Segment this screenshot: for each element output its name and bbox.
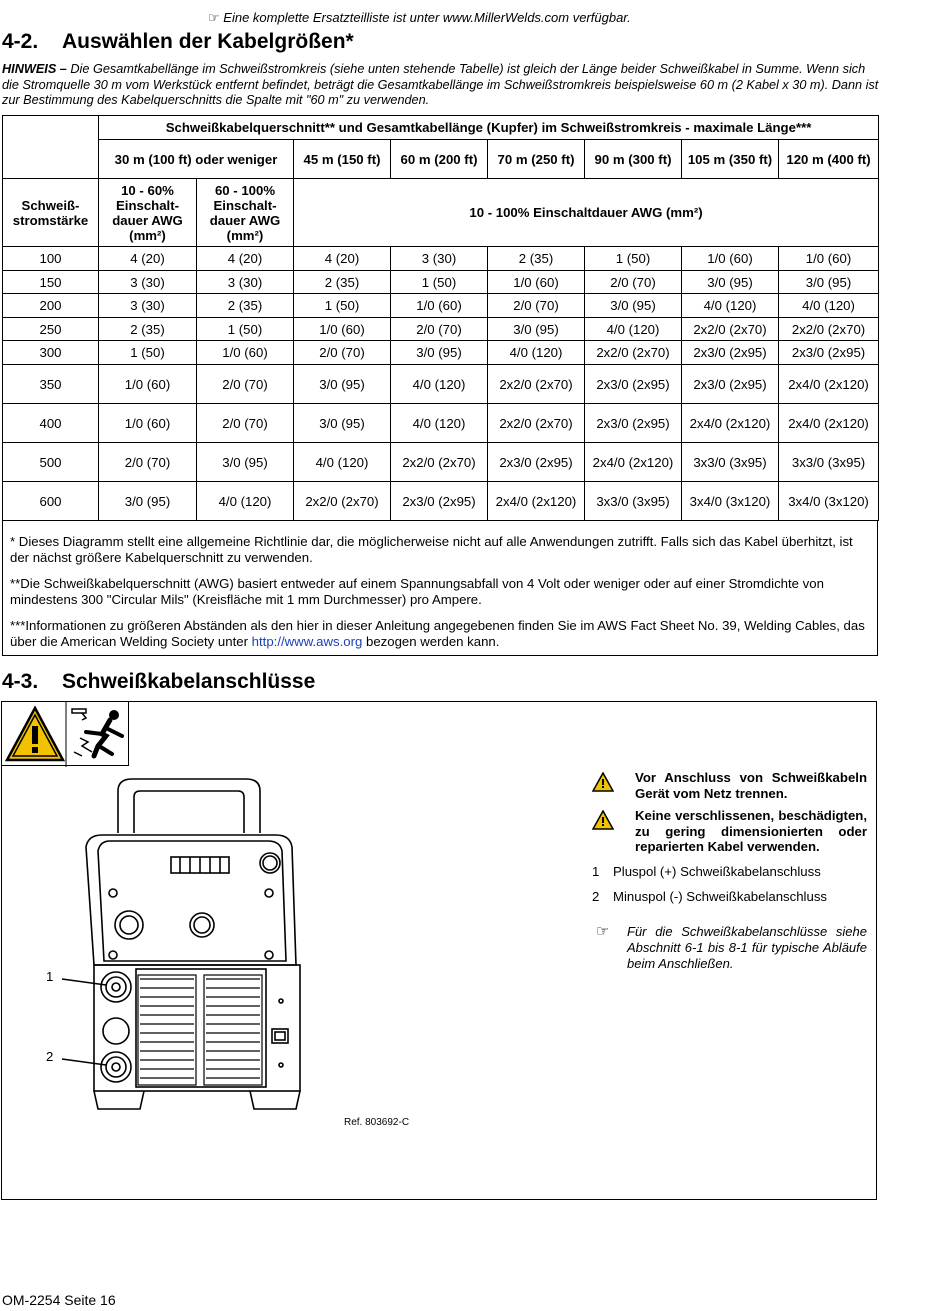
cable-size-cell: 3 (30) xyxy=(391,247,488,271)
cable-size-cell: 1/0 (60) xyxy=(779,247,879,271)
cable-size-cell: 4/0 (120) xyxy=(391,365,488,404)
cable-size-cell: 2x3/0 (2x95) xyxy=(391,482,488,521)
current-cell: 500 xyxy=(3,443,99,482)
current-cell: 600 xyxy=(3,482,99,521)
warning-disconnect: Vor Anschluss von Schweißkabeln Gerät vom Netz trennen. xyxy=(635,770,867,801)
length-header: 30 m (100 ft) oder weniger xyxy=(99,140,294,179)
cable-size-cell: 4 (20) xyxy=(99,247,197,271)
cable-size-cell: 4/0 (120) xyxy=(585,318,682,341)
cable-size-cell: 2x4/0 (2x120) xyxy=(779,404,879,443)
table-row xyxy=(3,341,879,365)
hinweis-text: Die Gesamtkabellänge im Schweißstromkreis (siehe unten stehende Tabelle) ist gleich der Länge beider Schweißkabel in Summe. Wenn sich die Stromquelle 30 m vom Werkstück entfernt befindet, beträgt die Gesamtkabellänge im Schweißstromkreis beispielsweise 60 m (2 Kabel x 30 m). Dann ist zur Bestimmung des Kabelquerschnitts die Spalte mit "60 m" zu verwenden. xyxy=(2,62,879,107)
cable-size-cell: 3/0 (95) xyxy=(585,294,682,318)
cable-size-cell: 1/0 (60) xyxy=(197,341,294,365)
cable-size-cell: 2 (35) xyxy=(197,294,294,318)
current-cell: 100 xyxy=(3,247,99,271)
pointing-hand-icon: ☞ xyxy=(208,11,220,26)
cable-size-cell: 3/0 (95) xyxy=(779,271,879,294)
cable-size-cell: 4/0 (120) xyxy=(682,294,779,318)
current-cell: 150 xyxy=(3,271,99,294)
legend-number: 2 xyxy=(592,889,600,904)
cable-size-cell: 3x3/0 (3x95) xyxy=(682,443,779,482)
cable-size-cell: 1 (50) xyxy=(585,247,682,271)
callout-label: 2 xyxy=(46,1049,54,1064)
cable-size-cell: 3 (30) xyxy=(99,271,197,294)
duty-cycle-header: 60 - 100% Einschalt-dauer AWG (mm²) xyxy=(197,179,294,247)
cable-size-table xyxy=(2,115,879,521)
cable-size-cell: 2 (35) xyxy=(99,318,197,341)
legend-text: Pluspol (+) Schweißkabelanschluss xyxy=(613,864,821,879)
footnote-1: * Dieses Diagramm stellt eine allgemeine Richtlinie dar, die möglicherweise nicht auf alle Anwendungen zutrifft. Falls sich das Kabel überhitzt, ist der nächst größere Kabelquerschnitt zu verwenden. xyxy=(10,534,853,565)
cable-size-cell: 2/0 (70) xyxy=(294,341,391,365)
cable-size-cell: 2/0 (70) xyxy=(488,294,585,318)
cable-size-cell: 2x3/0 (2x95) xyxy=(682,365,779,404)
aws-link[interactable]: http://www.aws.org xyxy=(251,633,363,649)
cable-size-cell: 3/0 (95) xyxy=(391,341,488,365)
table-body xyxy=(3,247,879,521)
cable-size-cell: 4/0 (120) xyxy=(779,294,879,318)
cable-size-cell: 1/0 (60) xyxy=(99,404,197,443)
cable-size-cell: 3x4/0 (3x120) xyxy=(682,482,779,521)
legend-number: 1 xyxy=(592,864,600,879)
cable-size-cell: 3x4/0 (3x120) xyxy=(779,482,879,521)
cable-size-cell: 3x3/0 (3x95) xyxy=(779,443,879,482)
cable-size-cell: 2x2/0 (2x70) xyxy=(585,341,682,365)
current-cell: 400 xyxy=(3,404,99,443)
current-cell: 200 xyxy=(3,294,99,318)
cable-size-cell: 4 (20) xyxy=(294,247,391,271)
cable-size-cell: 2x4/0 (2x120) xyxy=(779,365,879,404)
table-main-header: Schweißkabelquerschnitt** und Gesamtkabellänge (Kupfer) im Schweißstromkreis - maximale Länge*** xyxy=(99,116,879,140)
legend-item xyxy=(592,864,821,879)
callout-label: 1 xyxy=(46,969,54,984)
table-row xyxy=(3,294,879,318)
table-row xyxy=(3,365,879,404)
cable-size-cell: 2x3/0 (2x95) xyxy=(779,341,879,365)
warning-cables: Keine verschlissenen, beschädigten, zu gering dimensionierten oder reparierten Kabel verwenden. xyxy=(635,808,867,854)
cable-size-cell: 2x4/0 (2x120) xyxy=(488,482,585,521)
current-cell: 350 xyxy=(3,365,99,404)
parts-list-note-text: Eine komplette Ersatzteilliste ist unter www.MillerWelds.com verfügbar. xyxy=(223,10,631,25)
cable-size-cell: 2x2/0 (2x70) xyxy=(682,318,779,341)
current-header: Schweiß-stromstärke xyxy=(3,179,99,247)
length-header: 105 m (350 ft) xyxy=(682,140,779,179)
cable-size-cell: 1/0 (60) xyxy=(391,294,488,318)
electric-shock-icon xyxy=(72,709,122,756)
length-header: 120 m (400 ft) xyxy=(779,140,879,179)
cable-size-cell: 2/0 (70) xyxy=(197,404,294,443)
table-row xyxy=(3,271,879,294)
section-title-text: Schweißkabelanschlüsse xyxy=(62,670,316,693)
section-number: 4-3. xyxy=(2,670,39,693)
footnote-3-end: bezogen werden kann. xyxy=(362,633,500,649)
cable-size-cell: 2/0 (70) xyxy=(99,443,197,482)
section-number: 4-2. xyxy=(2,30,39,53)
figure-note: Für die Schweißkabelanschlüsse siehe Abschnitt 6-1 bis 8-1 für typische Abläufe beim Anschließen. xyxy=(627,924,867,971)
warning-triangle-icon xyxy=(592,772,614,792)
cable-size-cell: 2/0 (70) xyxy=(391,318,488,341)
cable-size-cell: 2x3/0 (2x95) xyxy=(585,404,682,443)
cable-size-cell: 2x2/0 (2x70) xyxy=(294,482,391,521)
current-cell: 250 xyxy=(3,318,99,341)
page-footer: OM-2254 Seite 16 xyxy=(2,1292,116,1308)
cable-size-cell: 1 (50) xyxy=(294,294,391,318)
cable-size-cell: 2x2/0 (2x70) xyxy=(488,404,585,443)
reference-number: Ref. 803692-C xyxy=(344,1117,410,1128)
cable-size-cell: 1 (50) xyxy=(99,341,197,365)
table-row xyxy=(3,482,879,521)
footnote-3 xyxy=(10,618,869,649)
cable-size-cell: 2x3/0 (2x95) xyxy=(488,443,585,482)
table-footnotes xyxy=(2,520,878,656)
cable-size-cell: 2/0 (70) xyxy=(585,271,682,294)
hinweis-note xyxy=(2,62,880,109)
cable-size-cell: 3/0 (95) xyxy=(294,365,391,404)
cable-size-cell: 2x2/0 (2x70) xyxy=(488,365,585,404)
cable-size-cell: 2/0 (70) xyxy=(197,365,294,404)
cable-size-cell: 1/0 (60) xyxy=(99,365,197,404)
cable-size-cell: 4/0 (120) xyxy=(294,443,391,482)
cable-size-cell: 3/0 (95) xyxy=(294,404,391,443)
footnote-2: **Die Schweißkabelquerschnitt (AWG) basiert entweder auf einem Spannungsabfall von 4 Volt oder weniger oder auf einer Stromdichte von mindestens 300 "Circular Mils" (Kreisfläche mit 1 mm Durchmesser) pro Ampere. xyxy=(10,576,824,607)
current-cell: 300 xyxy=(3,341,99,365)
parts-list-note xyxy=(208,10,631,26)
section-title-text: Auswählen der Kabelgrößen* xyxy=(62,30,354,53)
section-4-3-title xyxy=(2,670,315,694)
pointing-hand-icon: ☞ xyxy=(596,922,610,940)
length-header: 70 m (250 ft) xyxy=(488,140,585,179)
footnote-3-text: ***Informationen zu größeren Abständen als den hier in dieser Anleitung angegebenen finden Sie im AWS Fact Sheet No. 39, Welding Cables, das über die American Welding Society unter xyxy=(10,618,865,649)
length-header: 45 m (150 ft) xyxy=(294,140,391,179)
length-header: 60 m (200 ft) xyxy=(391,140,488,179)
cable-size-cell: 3/0 (95) xyxy=(682,271,779,294)
cable-size-cell: 3 (30) xyxy=(99,294,197,318)
cable-size-cell: 1/0 (60) xyxy=(488,271,585,294)
cable-size-cell: 1/0 (60) xyxy=(294,318,391,341)
duty-cycle-header: 10 - 60% Einschalt-dauer AWG (mm²) xyxy=(99,179,197,247)
cable-size-cell: 3/0 (95) xyxy=(99,482,197,521)
warning-triangle-icon xyxy=(7,708,63,760)
warning-triangle-icon xyxy=(592,810,614,830)
legend-item xyxy=(592,889,827,904)
cable-size-cell: 2 (35) xyxy=(294,271,391,294)
cable-size-cell: 3 (30) xyxy=(197,271,294,294)
duty-cycle-header: 10 - 100% Einschaltdauer AWG (mm²) xyxy=(294,179,879,247)
cable-size-cell: 2x3/0 (2x95) xyxy=(682,341,779,365)
table-row xyxy=(3,318,879,341)
cable-size-cell: 3/0 (95) xyxy=(488,318,585,341)
cable-size-cell: 3/0 (95) xyxy=(197,443,294,482)
cable-size-cell: 2 (35) xyxy=(488,247,585,271)
cable-size-cell: 1 (50) xyxy=(197,318,294,341)
cable-size-cell: 2x2/0 (2x70) xyxy=(391,443,488,482)
cable-size-cell: 3x3/0 (3x95) xyxy=(585,482,682,521)
safety-icons xyxy=(1,701,129,766)
table-row xyxy=(3,247,879,271)
table-row xyxy=(3,443,879,482)
section-4-2-title xyxy=(2,30,354,54)
legend-text: Minuspol (-) Schweißkabelanschluss xyxy=(613,889,828,904)
cable-size-cell: 2x3/0 (2x95) xyxy=(585,365,682,404)
cable-size-cell: 4 (20) xyxy=(197,247,294,271)
cable-size-cell: 4/0 (120) xyxy=(391,404,488,443)
cable-size-cell: 2x4/0 (2x120) xyxy=(585,443,682,482)
table-corner-cell xyxy=(3,116,99,179)
cable-size-cell: 1/0 (60) xyxy=(682,247,779,271)
cable-size-cell: 1 (50) xyxy=(391,271,488,294)
table-row xyxy=(3,404,879,443)
welding-machine-illustration xyxy=(40,775,320,1115)
cable-size-cell: 2x2/0 (2x70) xyxy=(779,318,879,341)
hinweis-label: HINWEIS – xyxy=(2,62,67,76)
cable-size-cell: 2x4/0 (2x120) xyxy=(682,404,779,443)
cable-size-cell: 4/0 (120) xyxy=(197,482,294,521)
length-header: 90 m (300 ft) xyxy=(585,140,682,179)
cable-size-cell: 4/0 (120) xyxy=(488,341,585,365)
